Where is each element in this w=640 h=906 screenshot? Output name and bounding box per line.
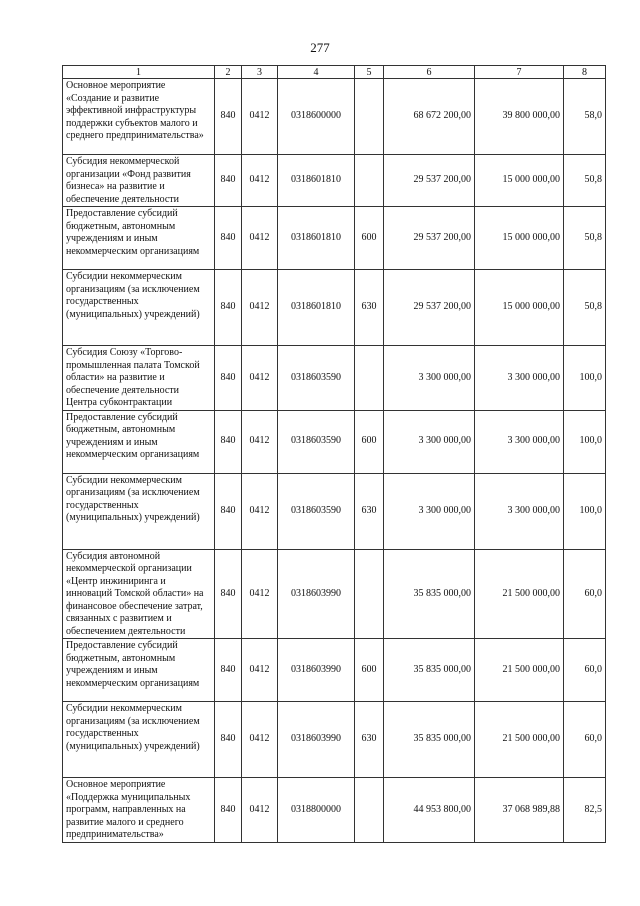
row-actual-amount-cell: 15 000 000,00 (475, 207, 564, 270)
row-actual-amount-cell: 3 300 000,00 (475, 410, 564, 473)
row-name-cell: Субсидии некоммерческим организациям (за исключением государственных (муниципальных) учреждений) (63, 702, 215, 778)
row-section-code-cell: 0412 (242, 473, 278, 549)
row-admin-code-cell: 840 (215, 270, 242, 346)
row-name-cell: Основное мероприятие «Поддержка муниципальных программ, направленных на развитие малого и среднего предпринимательства» (63, 778, 215, 843)
row-section-code-cell: 0412 (242, 155, 278, 207)
row-name-cell: Основное мероприятие «Создание и развитие эффективной инфраструктуры поддержки субъектов малого и среднего предпринимательства» (63, 79, 215, 155)
row-name-cell: Субсидия Союзу «Торгово-промышленная палата Томской области» на развитие и обеспечение деятельности Центра субконтрактации (63, 346, 215, 411)
row-target-code-cell: 0318600000 (278, 79, 355, 155)
row-target-code-cell: 0318603990 (278, 702, 355, 778)
table-row (63, 410, 606, 473)
row-name-cell: Предоставление субсидий бюджетным, автономным учреждениям и иным некоммерческим организациям (63, 639, 215, 702)
row-planned-amount-cell: 35 835 000,00 (384, 639, 475, 702)
row-planned-amount-cell: 35 835 000,00 (384, 549, 475, 639)
row-planned-amount-cell: 44 953 800,00 (384, 778, 475, 843)
row-planned-amount-cell: 29 537 200,00 (384, 270, 475, 346)
row-section-code-cell: 0412 (242, 702, 278, 778)
header-col-4: 4 (278, 66, 355, 79)
header-col-2: 2 (215, 66, 242, 79)
row-section-code-cell: 0412 (242, 410, 278, 473)
table-row (63, 473, 606, 549)
row-expense-type-cell (355, 778, 384, 843)
row-actual-amount-cell: 15 000 000,00 (475, 270, 564, 346)
row-expense-type-cell: 630 (355, 473, 384, 549)
row-actual-amount-cell: 21 500 000,00 (475, 549, 564, 639)
row-section-code-cell: 0412 (242, 79, 278, 155)
row-name-cell: Субсидии некоммерческим организациям (за исключением государственных (муниципальных) учреждений) (63, 270, 215, 346)
table-row (63, 778, 606, 843)
table-row (63, 549, 606, 639)
header-col-7: 7 (475, 66, 564, 79)
row-name-cell: Субсидия некоммерческой организации «Фонд развития бизнеса» на развитие и обеспечение деятельности (63, 155, 215, 207)
row-name-cell: Субсидия автономной некоммерческой организации «Центр инжиниринга и инноваций Томской области» на финансовое обеспечение затрат, связанных с развитием и обеспечением деятельности (63, 549, 215, 639)
row-expense-type-cell: 600 (355, 639, 384, 702)
row-name-cell: Субсидии некоммерческим организациям (за исключением государственных (муниципальных) учреждений) (63, 473, 215, 549)
row-section-code-cell: 0412 (242, 778, 278, 843)
row-actual-amount-cell: 3 300 000,00 (475, 346, 564, 411)
row-percent-cell: 100,0 (564, 473, 606, 549)
header-col-6: 6 (384, 66, 475, 79)
row-admin-code-cell: 840 (215, 549, 242, 639)
row-section-code-cell: 0412 (242, 207, 278, 270)
row-percent-cell: 60,0 (564, 639, 606, 702)
row-actual-amount-cell: 37 068 989,88 (475, 778, 564, 843)
row-target-code-cell: 0318800000 (278, 778, 355, 843)
row-percent-cell: 60,0 (564, 702, 606, 778)
row-actual-amount-cell: 3 300 000,00 (475, 473, 564, 549)
table-row (63, 702, 606, 778)
header-col-3: 3 (242, 66, 278, 79)
row-actual-amount-cell: 39 800 000,00 (475, 79, 564, 155)
row-actual-amount-cell: 15 000 000,00 (475, 155, 564, 207)
row-name-cell: Предоставление субсидий бюджетным, автономным учреждениям и иным некоммерческим организациям (63, 410, 215, 473)
row-expense-type-cell (355, 346, 384, 411)
row-planned-amount-cell: 3 300 000,00 (384, 473, 475, 549)
row-target-code-cell: 0318603990 (278, 639, 355, 702)
row-target-code-cell: 0318603590 (278, 473, 355, 549)
table-row (63, 155, 606, 207)
row-target-code-cell: 0318603590 (278, 346, 355, 411)
row-admin-code-cell: 840 (215, 410, 242, 473)
row-admin-code-cell: 840 (215, 346, 242, 411)
row-planned-amount-cell: 35 835 000,00 (384, 702, 475, 778)
row-target-code-cell: 0318601810 (278, 155, 355, 207)
row-percent-cell: 100,0 (564, 410, 606, 473)
row-section-code-cell: 0412 (242, 639, 278, 702)
row-admin-code-cell: 840 (215, 207, 242, 270)
row-percent-cell: 50,8 (564, 155, 606, 207)
row-percent-cell: 58,0 (564, 79, 606, 155)
row-actual-amount-cell: 21 500 000,00 (475, 639, 564, 702)
row-actual-amount-cell: 21 500 000,00 (475, 702, 564, 778)
table-row (63, 346, 606, 411)
row-admin-code-cell: 840 (215, 79, 242, 155)
row-target-code-cell: 0318603990 (278, 549, 355, 639)
row-expense-type-cell: 630 (355, 270, 384, 346)
row-admin-code-cell: 840 (215, 702, 242, 778)
row-expense-type-cell: 630 (355, 702, 384, 778)
header-col-1: 1 (63, 66, 215, 79)
row-expense-type-cell (355, 549, 384, 639)
row-percent-cell: 50,8 (564, 207, 606, 270)
row-planned-amount-cell: 29 537 200,00 (384, 155, 475, 207)
row-percent-cell: 82,5 (564, 778, 606, 843)
row-expense-type-cell: 600 (355, 410, 384, 473)
row-planned-amount-cell: 29 537 200,00 (384, 207, 475, 270)
row-admin-code-cell: 840 (215, 473, 242, 549)
row-planned-amount-cell: 3 300 000,00 (384, 346, 475, 411)
row-expense-type-cell: 600 (355, 207, 384, 270)
row-planned-amount-cell: 68 672 200,00 (384, 79, 475, 155)
row-expense-type-cell (355, 79, 384, 155)
row-admin-code-cell: 840 (215, 778, 242, 843)
row-admin-code-cell: 840 (215, 155, 242, 207)
row-target-code-cell: 0318601810 (278, 207, 355, 270)
row-section-code-cell: 0412 (242, 549, 278, 639)
row-section-code-cell: 0412 (242, 346, 278, 411)
budget-table (62, 65, 606, 843)
row-target-code-cell: 0318603590 (278, 410, 355, 473)
row-expense-type-cell (355, 155, 384, 207)
row-name-cell: Предоставление субсидий бюджетным, автономным учреждениям и иным некоммерческим организациям (63, 207, 215, 270)
row-section-code-cell: 0412 (242, 270, 278, 346)
row-percent-cell: 50,8 (564, 270, 606, 346)
row-planned-amount-cell: 3 300 000,00 (384, 410, 475, 473)
table-header-row (63, 66, 606, 79)
row-percent-cell: 60,0 (564, 549, 606, 639)
header-col-5: 5 (355, 66, 384, 79)
row-percent-cell: 100,0 (564, 346, 606, 411)
row-admin-code-cell: 840 (215, 639, 242, 702)
table-row (63, 270, 606, 346)
table-row (63, 639, 606, 702)
table-row (63, 79, 606, 155)
page-number: 277 (310, 40, 330, 55)
row-target-code-cell: 0318601810 (278, 270, 355, 346)
table-row (63, 207, 606, 270)
header-col-8: 8 (564, 66, 606, 79)
